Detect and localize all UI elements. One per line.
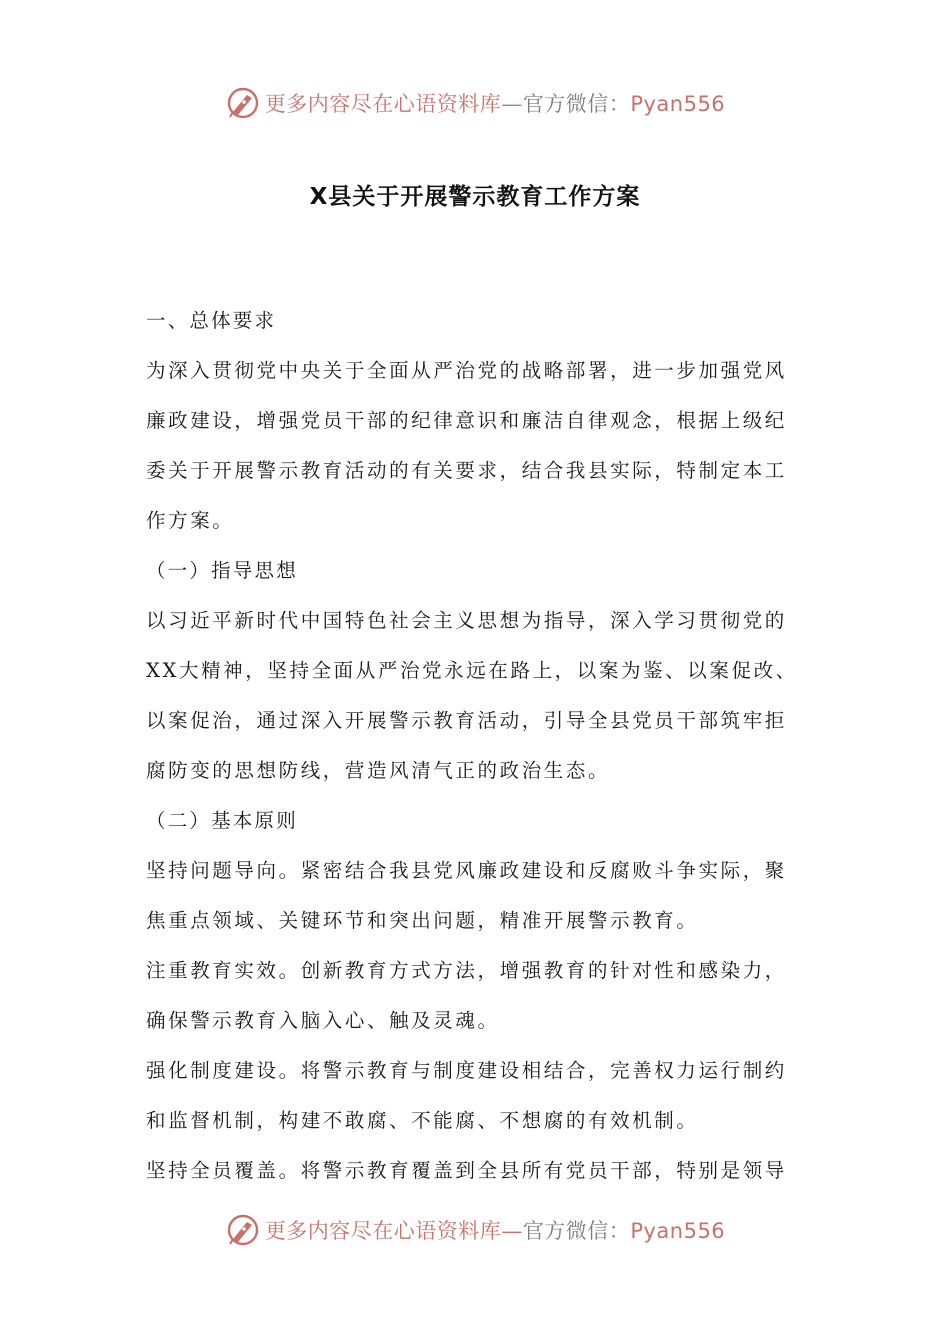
paragraph-line: 坚持问题导向。紧密结合我县党风廉政建设和反腐败斗争实际，聚 xyxy=(146,859,787,882)
paragraph-line: 注重教育实效。创新教育方式方法，增强教育的针对性和感染力， xyxy=(146,959,787,982)
watermark-code: Pyan556 xyxy=(630,92,726,116)
subsection-heading: （一）指导思想 xyxy=(146,559,298,582)
watermark-text xyxy=(265,88,725,118)
watermark-footer xyxy=(0,1210,950,1250)
paragraph-line: XX大精神，坚持全面从严治党永远在路上，以案为鉴、以案促改、 xyxy=(146,659,798,682)
section-heading: 一、总体要求 xyxy=(146,309,277,332)
paragraph-line: 委关于开展警示教育活动的有关要求，结合我县实际，特制定本工 xyxy=(146,459,787,482)
paragraph-line: 腐防变的思想防线，营造风清气正的政治生态。 xyxy=(146,759,611,782)
paragraph-line: 廉政建设，增强党员干部的纪律意识和廉洁自律观念，根据上级纪 xyxy=(146,409,787,432)
paragraph-line: 以习近平新时代中国特色社会主义思想为指导，深入学习贯彻党的 xyxy=(146,609,787,632)
paragraph-line: 作方案。 xyxy=(146,509,235,532)
document-title: X县关于开展警示教育工作方案 xyxy=(309,184,641,210)
watermark-header xyxy=(0,83,950,123)
watermark-text xyxy=(265,1215,725,1245)
watermark-site: 更多内容尽在心语资料库 xyxy=(264,92,502,116)
paragraph-line: 为深入贯彻党中央关于全面从严治党的战略部署，进一步加强党风 xyxy=(146,359,787,382)
paragraph-line: 坚持全员覆盖。将警示教育覆盖到全县所有党员干部，特别是领导 xyxy=(146,1159,787,1182)
paragraph-line: 确保警示教育入脑入心、触及灵魂。 xyxy=(146,1009,500,1032)
watermark-dash: — xyxy=(501,92,523,116)
document-body xyxy=(146,296,806,1196)
watermark-site: 更多内容尽在心语资料库 xyxy=(264,1219,502,1243)
watermark-dash: — xyxy=(501,1219,523,1243)
watermark-label: 官方微信： xyxy=(522,92,631,116)
paragraph-line: 和监督机制，构建不敢腐、不能腐、不想腐的有效机制。 xyxy=(146,1109,699,1132)
watermark-code: Pyan556 xyxy=(630,1219,726,1243)
paragraph-line: 以案促治，通过深入开展警示教育活动，引导全县党员干部筑牢拒 xyxy=(146,709,787,732)
subsection-heading: （二）基本原则 xyxy=(146,809,298,832)
paragraph-line: 强化制度建设。将警示教育与制度建设相结合，完善权力运行制约 xyxy=(146,1059,787,1082)
pen-nib-logo-icon xyxy=(225,1212,261,1248)
pen-nib-logo-icon xyxy=(225,85,261,121)
paragraph-line: 焦重点领域、关键环节和突出问题，精准开展警示教育。 xyxy=(146,909,699,932)
watermark-label: 官方微信： xyxy=(522,1219,631,1243)
